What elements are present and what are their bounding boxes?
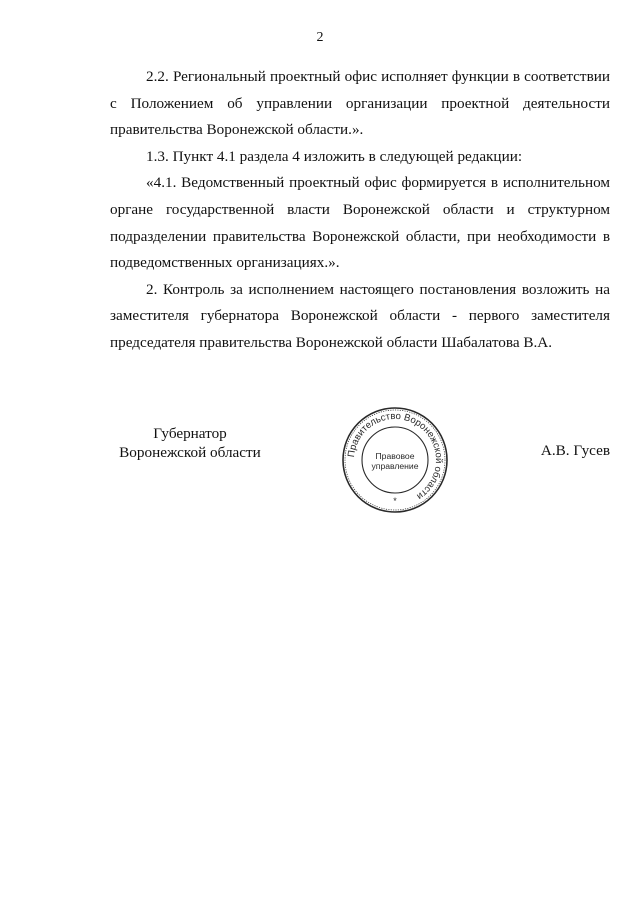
stamp-star: * — [393, 496, 397, 506]
stamp-center-line2: управление — [371, 461, 419, 471]
document-body — [110, 64, 610, 357]
signature-block — [0, 410, 640, 510]
signatory-title-line2: Воронежской области — [119, 444, 261, 461]
stamp-ring-text: Правительство Воронежской области — [346, 410, 445, 502]
paragraph-4-1: «4.1. Ведомственный проектный офис формируется в исполнительном органе государственной власти Воронежской области и структурном подразделении правительства Воронежской области, при необходимости в подведомственных организациях.». — [110, 174, 610, 272]
paragraph-2-2: 2.2. Региональный проектный офис исполняет функции в соответствии с Положением об управлении организации проектной деятельности правительства Воронежской области.». — [110, 68, 610, 139]
official-seal-stamp — [340, 405, 450, 515]
signatory-title-line1: Губернатор — [153, 425, 227, 442]
stamp-center-line1: Правовое — [375, 451, 415, 461]
paragraph-1-3: 1.3. Пункт 4.1 раздела 4 изложить в следующей редакции: — [146, 147, 523, 165]
page-number: 2 — [316, 30, 324, 45]
signatory-title — [110, 424, 270, 462]
paragraph-2-control: 2. Контроль за исполнением настоящего постановления возложить на заместителя губернатора Воронежской области - первого заместителя председателя правительства Воронежской области Шабалатова В.А. — [110, 280, 610, 351]
signatory-name: А.В. Гусев — [540, 442, 610, 459]
